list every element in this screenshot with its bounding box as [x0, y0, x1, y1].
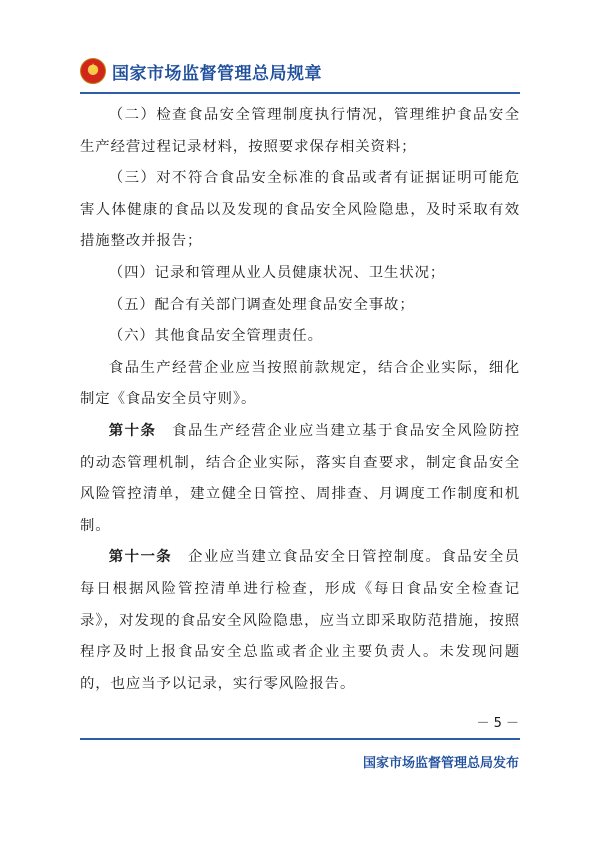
header-rule [80, 92, 520, 94]
paragraph-item-2 [80, 100, 520, 163]
paragraph-item-3 [80, 163, 520, 258]
paragraph-guidance [80, 353, 520, 416]
article-number: 第十一条 [108, 549, 173, 566]
article-10 [80, 416, 520, 542]
article-number: 第十条 [108, 422, 157, 439]
paragraph-text: 食品生产经营企业应当按照前款规定，结合企业实际，细化制定《食品安全员守则》。 [80, 359, 520, 408]
paragraph-text: （四）记录和管理从业人员健康状况、卫生状况； [108, 264, 446, 281]
paragraph-item-5 [80, 290, 520, 322]
paragraph-text: 食品生产经营企业应当建立基于食品安全风险防控的动态管理机制，结合企业实际，落实自查要求，制定食品安全风险管控清单，建立健全日管控、周排查、月调度工作制度和机制。 [80, 422, 520, 534]
paragraph-item-4 [80, 258, 520, 290]
header-title: 国家市场监督管理总局规章 [112, 63, 322, 84]
document-body [80, 100, 520, 700]
page-number: － 5 － [476, 716, 519, 731]
paragraph-text: （五）配合有关部门调查处理食品安全事故； [108, 296, 415, 313]
page-header [80, 58, 322, 84]
footer-publisher: 国家市场监督管理总局发布 [362, 756, 519, 771]
paragraph-text: （六）其他食品安全管理责任。 [108, 328, 323, 345]
paragraph-item-6 [80, 321, 520, 353]
article-11 [80, 542, 520, 700]
national-emblem-icon [80, 58, 106, 84]
paragraph-text: （三）对不符合食品安全标准的食品或者有证据证明可能危害人体健康的食品以及发现的食品安全风险隐患，及时采取有效措施整改并报告； [80, 170, 520, 250]
footer-rule [80, 738, 520, 740]
paragraph-text: （二）检查食品安全管理制度执行情况，管理维护食品安全生产经营过程记录材料，按照要求保存相关资料； [80, 107, 520, 155]
paragraph-text: 企业应当建立食品安全日管控制度。食品安全员每日根据风险管控清单进行检查，形成《每日食品安全检查记录》，对发现的食品安全风险隐患，应当立即采取防范措施，按照程序及时上报食品安全总监或者企业主要负责人。未发现问题的，也应当予以记录，实行零风险报告。 [80, 549, 520, 692]
